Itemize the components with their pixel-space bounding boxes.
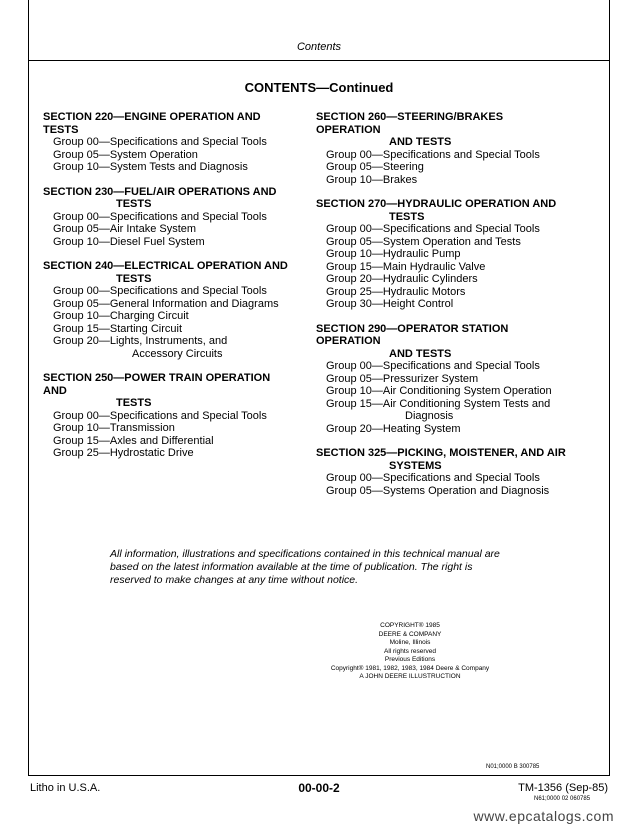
group-entry-text: Group 00—Specifications and Special Tools <box>53 409 267 422</box>
group-entry <box>43 298 293 311</box>
running-head: Contents <box>296 41 342 53</box>
section-heading: SECTION 325—PICKING, MOISTENER, AND AIR <box>316 447 566 459</box>
contents-section <box>316 111 566 186</box>
group-list <box>43 211 293 249</box>
group-entry-text: Group 00—Specifications and Special Tools <box>53 285 267 297</box>
group-list <box>316 472 566 497</box>
group-entry <box>316 223 566 236</box>
group-entry-text: Group 15—Main Hydraulic Valve <box>326 260 486 273</box>
header-rule <box>28 60 610 61</box>
group-entry-text: Group 00—Specifications and Special Tools <box>53 210 267 223</box>
group-entry-text: Group 25—Hydrostatic Drive <box>53 447 194 459</box>
group-entry <box>43 211 293 224</box>
copyright-line: Previous Editions <box>384 656 436 663</box>
section-heading-continued: TESTS <box>116 272 152 285</box>
group-entry <box>316 273 566 286</box>
section-heading-continued: TESTS <box>389 210 425 223</box>
section-heading-continued: AND TESTS <box>389 347 452 360</box>
group-entry-text: Group 10—Brakes <box>326 173 418 186</box>
footer-litho: Litho in U.S.A. <box>30 782 101 794</box>
group-entry <box>316 261 566 274</box>
group-entry-text: Group 05—System Operation and Tests <box>326 235 521 248</box>
section-heading-continued: TESTS <box>116 397 152 409</box>
copyright-block <box>330 622 490 682</box>
footer-rule <box>28 775 610 776</box>
group-list <box>43 285 293 360</box>
group-entry <box>316 373 566 386</box>
group-entry-text: Group 10—Hydraulic Pump <box>326 248 461 260</box>
section-heading: SECTION 260—STEERING/BRAKES OPERATION <box>316 111 504 136</box>
group-entry <box>316 485 566 498</box>
group-entry-text: Group 00—Specifications and Special Tools <box>326 148 540 161</box>
group-entry-text: Group 05—Systems Operation and Diagnosis <box>326 484 550 497</box>
watermark-url: www.epcatalogs.com <box>473 808 614 824</box>
group-entry-text: Group 10—Charging Circuit <box>53 310 189 322</box>
group-entry <box>316 360 566 373</box>
group-entry-text: Group 30—Height Control <box>326 298 454 310</box>
group-entry <box>43 136 293 149</box>
disclaimer-notice: All information, illustrations and specifications contained in this technical manual are based on the latest information available at the time of publication. The right is reserved to make changes at any time without notice. <box>110 548 500 586</box>
group-entry-text: Group 15—Starting Circuit <box>53 322 182 335</box>
contents-left-column <box>43 111 293 472</box>
group-entry <box>316 398 566 423</box>
group-entry-continued: Accessory Circuits <box>132 347 223 360</box>
group-entry-text: Group 00—Specifications and Special Tools <box>326 472 540 484</box>
copyright-line: DEERE & COMPANY <box>378 630 442 638</box>
group-entry-text: Group 20—Hydraulic Cylinders <box>326 273 478 285</box>
group-entry <box>316 248 566 261</box>
group-entry <box>43 236 293 249</box>
copyright-line: A JOHN DEERE ILLUSTRUCTION <box>359 673 461 680</box>
section-heading: SECTION 290—OPERATOR STATION OPERATION <box>316 322 509 347</box>
group-entry-text: Group 05—General Information and Diagrams <box>53 297 279 310</box>
section-heading-continued: TESTS <box>116 198 152 210</box>
group-entry-text: Group 05—Air Intake System <box>53 223 197 235</box>
group-entry <box>43 323 293 336</box>
group-list <box>316 149 566 187</box>
group-entry <box>316 385 566 398</box>
footer-manual-id: TM-1356 (Sep-85) <box>518 782 608 794</box>
contents-right-column <box>316 111 566 509</box>
group-entry-text: Group 25—Hydraulic Motors <box>326 285 466 298</box>
copyright-line: Copyright® 1981, 1982, 1983, 1984 Deere & Company <box>330 664 490 672</box>
group-entry <box>43 422 293 435</box>
group-entry-text: Group 15—Axles and Differential <box>53 434 214 447</box>
group-entry <box>316 236 566 249</box>
group-entry <box>316 174 566 187</box>
group-entry <box>316 161 566 174</box>
footer-page-number: 00-00-2 <box>298 781 340 795</box>
group-entry-continued: Diagnosis <box>405 410 454 422</box>
group-entry <box>43 410 293 423</box>
contents-section <box>316 198 566 311</box>
section-heading-continued: SYSTEMS <box>389 459 442 472</box>
section-heading: SECTION 220—ENGINE OPERATION AND TESTS <box>43 111 261 136</box>
group-entry-text: Group 10—Diesel Fuel System <box>53 235 205 248</box>
group-entry-text: Group 10—Transmission <box>53 422 175 434</box>
document-code-upper: N01;0000 B 300785 <box>486 764 540 770</box>
group-entry <box>316 298 566 311</box>
copyright-line: Moline, Illinois <box>389 639 431 646</box>
group-entry <box>43 223 293 236</box>
copyright-line: All rights reserved <box>383 647 437 655</box>
group-entry <box>316 286 566 299</box>
group-entry-text: Group 00—Specifications and Special Tools <box>326 360 540 372</box>
group-entry-text: Group 00—Specifications and Special Tools <box>326 223 540 235</box>
group-entry-text: Group 00—Specifications and Special Tools <box>53 136 267 148</box>
group-entry-text: Group 05—Steering <box>326 161 424 173</box>
group-entry-text: Group 05—Pressurizer System <box>326 372 479 385</box>
section-heading: SECTION 240—ELECTRICAL OPERATION AND <box>43 260 288 272</box>
copyright-line: COPYRIGHT® 1985 <box>380 622 440 629</box>
group-entry <box>316 423 566 436</box>
section-heading: SECTION 270—HYDRAULIC OPERATION AND <box>316 198 557 210</box>
section-heading-continued: AND TESTS <box>389 136 452 148</box>
section-heading: SECTION 250—POWER TRAIN OPERATION AND <box>43 372 271 397</box>
group-entry-text: Group 05—System Operation <box>53 148 198 161</box>
group-entry <box>43 161 293 174</box>
group-list <box>43 410 293 460</box>
group-entry <box>316 472 566 485</box>
contents-section <box>43 372 293 460</box>
group-entry-text: Group 15—Air Conditioning System Tests and <box>326 397 551 410</box>
contents-section <box>43 186 293 249</box>
group-entry <box>43 335 293 360</box>
group-entry <box>43 285 293 298</box>
group-list <box>43 136 293 174</box>
contents-section <box>43 111 293 174</box>
group-entry-text: Group 10—System Tests and Diagnosis <box>53 161 248 173</box>
contents-section <box>316 447 566 497</box>
section-heading: SECTION 230—FUEL/AIR OPERATIONS AND <box>43 185 277 198</box>
group-entry <box>43 310 293 323</box>
page-border-right <box>609 0 610 776</box>
group-list <box>316 360 566 435</box>
group-entry <box>43 435 293 448</box>
group-entry <box>43 149 293 162</box>
page-border-left <box>28 0 29 776</box>
group-entry-text: Group 10—Air Conditioning System Operation <box>326 385 552 397</box>
group-entry <box>43 447 293 460</box>
group-entry <box>316 149 566 162</box>
group-list <box>316 223 566 311</box>
page-title: CONTENTS—Continued <box>244 80 394 95</box>
group-entry-text: Group 20—Heating System <box>326 422 461 435</box>
document-code-lower: N61;0000 02 060785 <box>534 796 591 802</box>
contents-section <box>316 323 566 436</box>
contents-section <box>43 260 293 360</box>
group-entry-text: Group 20—Lights, Instruments, and <box>53 335 228 347</box>
